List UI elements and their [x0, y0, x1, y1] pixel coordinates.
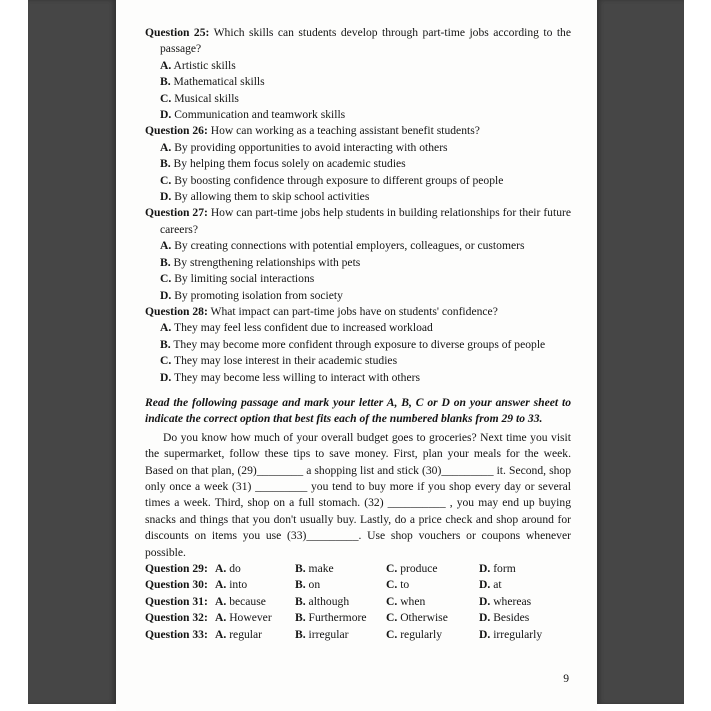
option-letter: C.	[386, 611, 398, 625]
cloze-option-c	[386, 610, 479, 626]
question-body: Which skills can students develop through part-time jobs according to the passage?	[160, 26, 572, 56]
answer-option	[145, 173, 571, 189]
cloze-option-b	[295, 561, 386, 577]
cloze-option-a	[215, 610, 295, 626]
option-letter: C.	[386, 578, 398, 592]
question-body: How can part-time jobs help students in building relationships for their future careers?	[160, 206, 571, 236]
answer-option	[145, 107, 571, 123]
answer-option	[145, 189, 571, 205]
question-label: Question 32:	[145, 611, 208, 625]
option-text: Furthermore	[308, 611, 367, 625]
question-text	[145, 123, 571, 139]
cloze-option-a	[215, 561, 295, 577]
question-label: Question 29:	[145, 562, 208, 575]
question-block-26	[145, 123, 571, 205]
document-page	[116, 0, 597, 711]
option-letter: A.	[215, 578, 227, 592]
cloze-option-a	[215, 577, 295, 593]
question-text	[145, 205, 571, 238]
cloze-option-c	[386, 577, 479, 593]
option-text: They may become more confident through exposure to diverse groups of people	[173, 337, 546, 351]
option-text: By helping them focus solely on academic studies	[173, 157, 406, 171]
option-letter: A.	[160, 140, 172, 154]
option-letter: C.	[160, 354, 172, 368]
option-text: They may lose interest in their academic studies	[173, 354, 398, 368]
cloze-options-table	[145, 561, 571, 643]
answer-option	[145, 58, 571, 74]
option-letter: B.	[295, 562, 306, 575]
option-letter: D.	[479, 627, 491, 641]
cloze-row-30	[145, 577, 571, 593]
option-letter: B.	[295, 594, 306, 608]
option-letter: A.	[215, 611, 227, 625]
option-text: They may become less willing to interact with others	[173, 370, 420, 384]
cloze-option-d	[479, 627, 571, 643]
option-text: on	[308, 578, 321, 592]
option-letter: C.	[160, 173, 172, 187]
cloze-option-d	[479, 594, 571, 610]
option-letter: B.	[295, 578, 306, 592]
cloze-row-33	[145, 627, 571, 643]
answer-option	[145, 320, 571, 336]
option-text: irregularly	[493, 627, 543, 641]
option-text: when	[400, 594, 426, 608]
cloze-option-b	[295, 594, 386, 610]
option-letter: A.	[160, 321, 172, 335]
option-text: Otherwise	[400, 611, 448, 625]
cloze-option-a	[215, 594, 295, 610]
option-letter: C.	[160, 272, 172, 286]
option-text: By allowing them to skip school activities	[174, 190, 370, 204]
option-text: By providing opportunities to avoid interacting with others	[174, 140, 448, 154]
answer-option	[145, 255, 571, 271]
option-letter: A.	[215, 627, 227, 641]
option-letter: D.	[479, 611, 491, 625]
answer-option	[145, 337, 571, 353]
option-text: By strengthening relationships with pets	[173, 255, 361, 269]
option-text: whereas	[493, 594, 532, 608]
option-text: However	[229, 611, 272, 625]
option-letter: B.	[160, 255, 171, 269]
option-letter: B.	[295, 627, 306, 641]
question-label: Question 30:	[145, 578, 208, 592]
question-block-25	[145, 25, 571, 123]
option-text: because	[229, 594, 266, 608]
option-letter: B.	[160, 337, 171, 351]
option-text: to	[400, 578, 410, 592]
option-letter: C.	[386, 594, 398, 608]
option-letter: B.	[160, 75, 171, 89]
answer-option	[145, 370, 571, 386]
option-letter: D.	[479, 562, 491, 575]
cloze-option-a	[215, 627, 295, 643]
question-block-28	[145, 304, 571, 386]
question-label: Question 26:	[145, 124, 208, 138]
option-text: do	[229, 562, 241, 575]
option-letter: C.	[386, 562, 398, 575]
option-text: By boosting confidence through exposure to different groups of people	[174, 173, 504, 187]
question-label: Question 33:	[145, 627, 208, 641]
question-label: Question 28:	[145, 304, 208, 318]
option-text: By limiting social interactions	[174, 272, 315, 286]
option-letter: A.	[160, 239, 172, 253]
answer-option	[145, 288, 571, 304]
option-letter: D.	[479, 594, 491, 608]
option-letter: C.	[386, 627, 398, 641]
option-text: produce	[400, 562, 438, 575]
cloze-option-d	[479, 610, 571, 626]
option-text: Mathematical skills	[173, 75, 265, 89]
option-text: Communication and teamwork skills	[174, 108, 346, 122]
cloze-option-b	[295, 610, 386, 626]
option-text: Artistic skills	[173, 58, 236, 72]
cloze-option-b	[295, 627, 386, 643]
option-letter: D.	[160, 190, 172, 204]
question-label: Question 27:	[145, 206, 208, 220]
answer-option	[145, 91, 571, 107]
cloze-option-c	[386, 561, 479, 577]
option-text: They may feel less confident due to increased workload	[173, 321, 433, 335]
option-text: Musical skills	[174, 91, 239, 105]
option-text: although	[308, 594, 350, 608]
page-number: 9	[563, 672, 569, 685]
cloze-option-b	[295, 577, 386, 593]
answer-option	[145, 238, 571, 254]
option-letter: A.	[160, 58, 172, 72]
option-text: By creating connections with potential employers, colleagues, or customers	[174, 239, 525, 253]
question-text	[145, 25, 571, 58]
cloze-row-29	[145, 561, 571, 577]
question-text	[145, 304, 571, 320]
option-letter: D.	[160, 108, 172, 122]
option-letter: D.	[160, 288, 172, 302]
option-text: make	[308, 562, 334, 575]
left-dark-border	[28, 0, 116, 704]
cloze-option-d	[479, 577, 571, 593]
question-label: Question 31:	[145, 594, 208, 608]
cloze-row-32	[145, 610, 571, 626]
option-letter: B.	[295, 611, 306, 625]
cloze-option-c	[386, 594, 479, 610]
option-text: irregular	[308, 627, 349, 641]
cloze-option-d	[479, 561, 571, 577]
answer-option	[145, 74, 571, 90]
answer-option	[145, 353, 571, 369]
option-text: into	[229, 578, 248, 592]
question-block-27	[145, 205, 571, 303]
option-text: form	[493, 562, 516, 575]
cloze-passage: Do you know how much of your overall budget goes to groceries? Next time you visit the supermarket, follow these tips to save money. First, plan your meals for the week. Based on that plan, (29)________ a shopping list and stick (30)_________ it. Second, shop only once a week (31) _________ you tend to buy more if you shop every day or several times a week. Third, shop on a full stomach. (32) __________ , you may end up buying snacks and things that you don't usually buy. Lastly, do a price check and shop around for discounts on items you use (33)_________. Use shop vouchers or coupons whenever possible.	[145, 430, 571, 559]
answer-option	[145, 271, 571, 287]
option-text: By promoting isolation from society	[174, 288, 343, 302]
question-body: What impact can part-time jobs have on students' confidence?	[210, 304, 498, 318]
cloze-row-31	[145, 594, 571, 610]
option-letter: A.	[215, 594, 227, 608]
question-body: How can working as a teaching assistant benefit students?	[210, 124, 480, 138]
right-dark-border	[597, 0, 684, 704]
answer-option	[145, 140, 571, 156]
cloze-option-c	[386, 627, 479, 643]
option-text: regular	[229, 627, 263, 641]
option-letter: D.	[160, 370, 172, 384]
question-label: Question 25:	[145, 26, 210, 39]
section-instruction: Read the following passage and mark your letter A, B, C or D on your answer sheet to indicate the correct option that best fits each of the numbered blanks from 29 to 33.	[145, 395, 571, 426]
answer-option	[145, 156, 571, 172]
option-text: regularly	[400, 627, 443, 641]
option-letter: D.	[479, 578, 491, 592]
option-letter: B.	[160, 157, 171, 171]
option-letter: C.	[160, 91, 172, 105]
option-text: Besides	[493, 611, 530, 625]
page-content	[145, 25, 571, 643]
option-text: at	[493, 578, 502, 592]
option-letter: A.	[215, 562, 227, 575]
